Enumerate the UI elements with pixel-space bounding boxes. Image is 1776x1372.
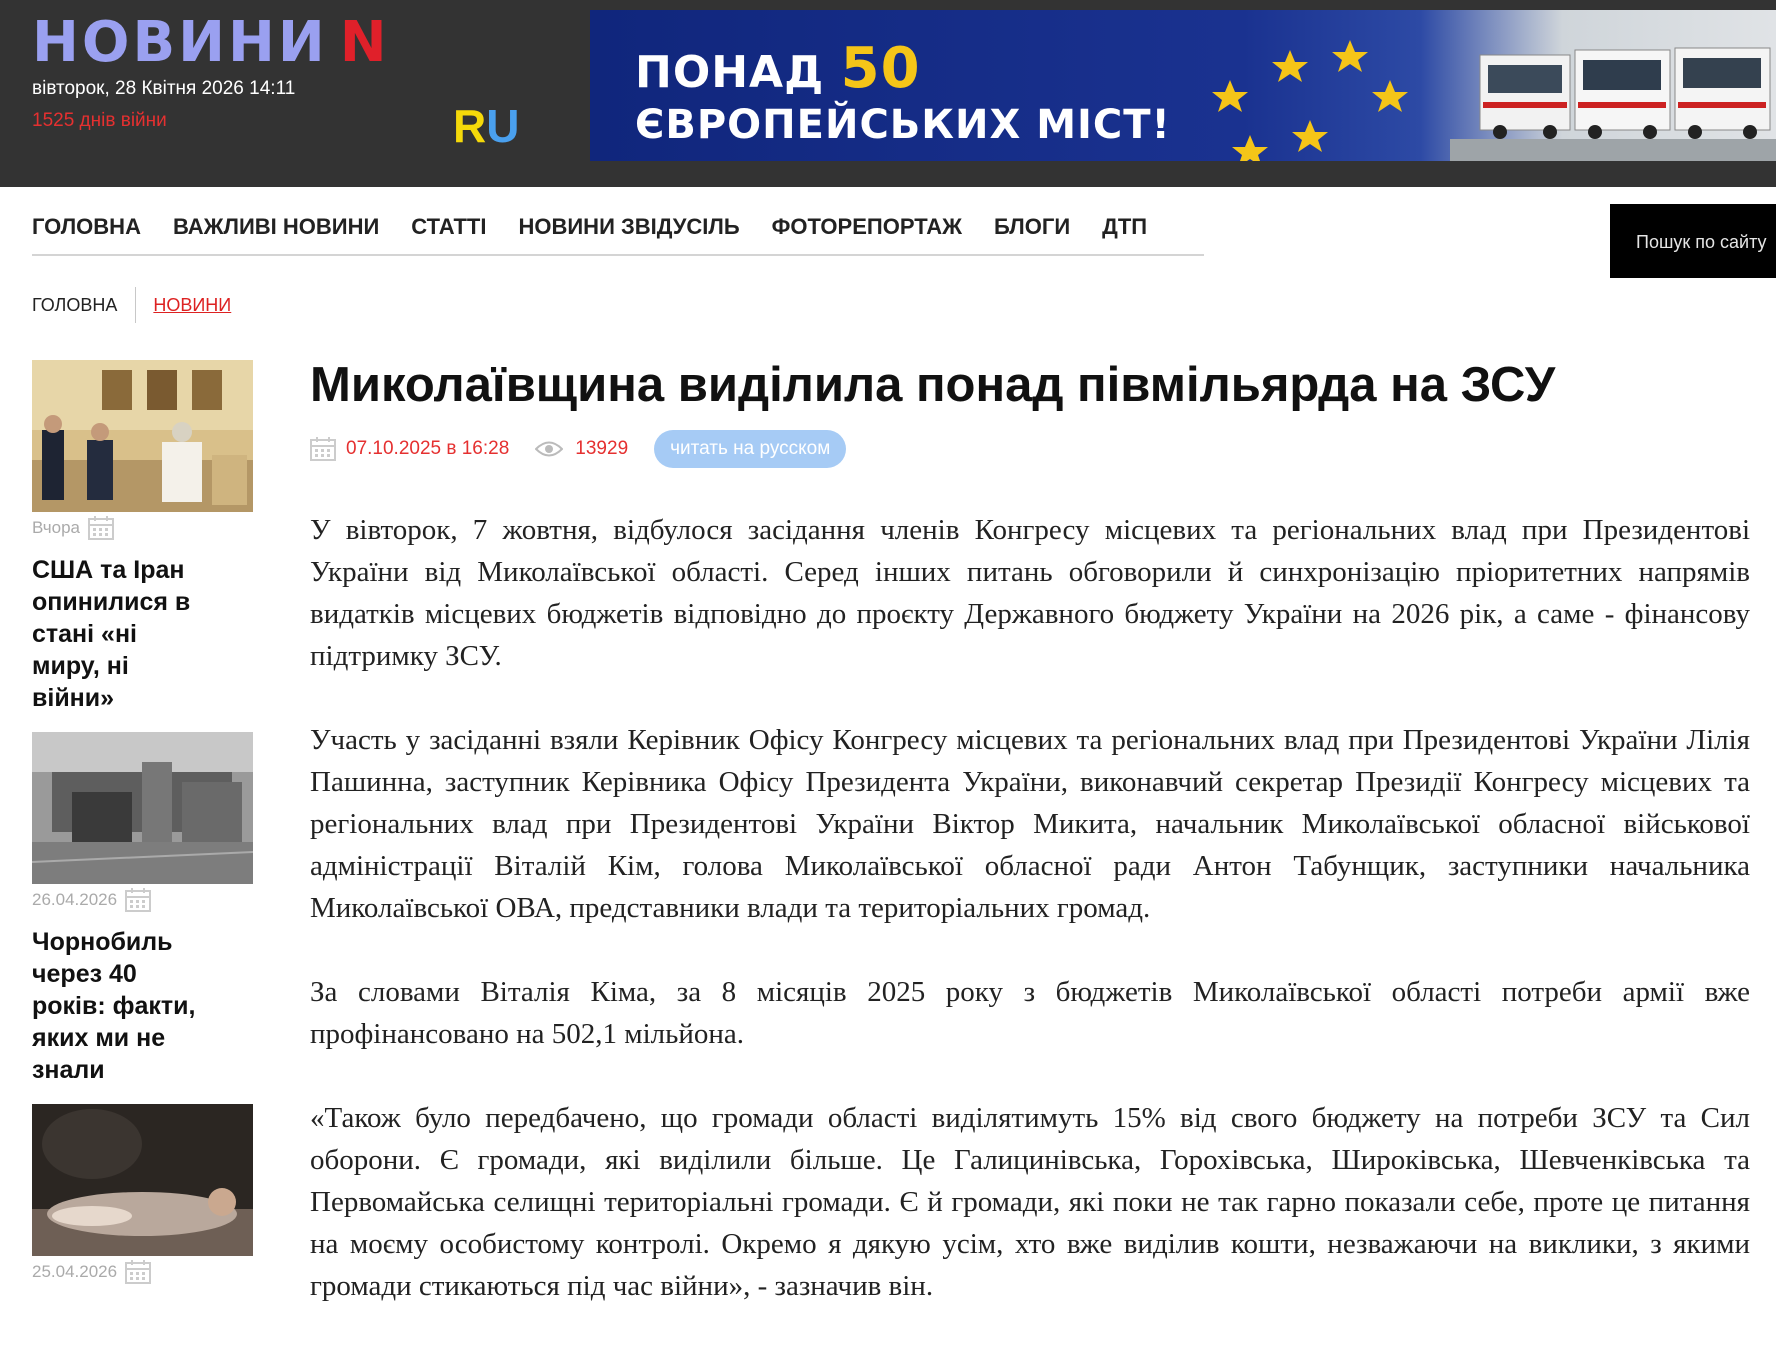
nav-item-home[interactable]: ГОЛОВНА: [32, 214, 141, 239]
language-switch-ru[interactable]: RU: [453, 100, 520, 152]
ad-banner[interactable]: [590, 10, 1776, 161]
eye-icon: [535, 440, 563, 458]
article-paragraph: У вівторок, 7 жовтня, відбулося засідання членів Конгресу місцевих та регіональних влад при Президентові України від Миколаївської області. Серед інших питань обговорили й синхронізацію пріоритетних напрямів видатків місцевих бюджетів відповідно до проєкту Державного бюджету України на 2026 рік, а саме - фінансову підтримку ЗСУ.: [310, 514, 1750, 672]
eu-stars-icon: [1212, 40, 1408, 161]
main-navigation: [32, 200, 1204, 256]
sidebar-news-item[interactable]: [32, 732, 254, 1086]
buses-image: [1450, 48, 1776, 161]
sidebar-news-item[interactable]: [32, 360, 254, 714]
article-title: Миколаївщина виділила понад півмільярда на ЗСУ: [310, 358, 1556, 412]
article-paragraph: За словами Віталія Кіма, за 8 місяців 2025 року з бюджетів Миколаївської області потреби армії вже профінансовано на 502,1 мільйона.: [310, 976, 1750, 1050]
news-thumbnail[interactable]: [32, 360, 253, 512]
news-title[interactable]: США та Іран опинилися в стані «ні миру, ні війни»: [32, 556, 191, 712]
news-date: 26.04.2026: [32, 890, 118, 909]
search-input[interactable]: Пошук по сайту: [1610, 204, 1776, 278]
sidebar-news-item[interactable]: [32, 1104, 254, 1284]
nav-item-important-news[interactable]: ВАЖЛИВІ НОВИНИ: [172, 214, 380, 239]
nav-item-photoreport[interactable]: ФОТОРЕПОРТАЖ: [771, 214, 963, 239]
article-paragraph: Участь у засіданні взяли Керівник Офісу Конгресу місцевих та регіональних влад при Президентові України Лілія Пашинна, заступник Керівника Офісу Президента України, виконавчий секретар Президії Конгресу місцевих та регіональних влад при Президентові України Віктор Микита, начальник Миколаївської обласної військової адміністрації Віталій Кім, голова Миколаївської обласної ради Антон Табунщик, заступники начальника Миколаївської ОВА, представники влади та територіальних громад.: [310, 724, 1750, 924]
article-meta: [310, 430, 846, 468]
banner-subheadline: ЄВРОПЕЙСЬКИХ МІСТ!: [635, 102, 1171, 148]
news-date: Вчора: [32, 518, 80, 537]
breadcrumb-current[interactable]: НОВИНИ: [153, 294, 232, 315]
logo-text: НОВИНИ: [32, 10, 328, 75]
calendar-icon: [88, 516, 114, 540]
nav-item-articles[interactable]: СТАТТІ: [411, 214, 487, 239]
news-thumbnail[interactable]: [32, 732, 253, 884]
news-thumbnail[interactable]: [32, 1104, 253, 1256]
site-header: [0, 0, 1776, 187]
calendar-icon: [310, 437, 336, 461]
read-in-russian-button[interactable]: читать на русском: [654, 430, 846, 468]
logo-letter: N: [339, 10, 390, 75]
breadcrumb-home[interactable]: ГОЛОВНА: [32, 287, 136, 323]
site-logo[interactable]: [32, 8, 390, 78]
sidebar-news: [32, 360, 254, 1302]
article-date: 07.10.2025 в 16:28: [346, 438, 510, 459]
news-title[interactable]: Чорнобиль через 40 років: факти, яких ми не знали: [32, 928, 196, 1084]
nav-item-news-everywhere[interactable]: НОВИНИ ЗВІДУСІЛЬ: [518, 214, 740, 239]
current-datetime: вівторок, 28 Квітня 2026 14:11: [32, 78, 296, 99]
nav-item-blogs[interactable]: БЛОГИ: [994, 214, 1071, 239]
calendar-icon: [125, 1260, 151, 1284]
article-views: 13929: [575, 438, 629, 459]
news-date: 25.04.2026: [32, 1262, 118, 1281]
war-days-counter: 1525 днів війни: [32, 110, 167, 131]
nav-item-dtp[interactable]: ДТП: [1102, 214, 1148, 239]
banner-headline: ПОНАД 50: [635, 36, 921, 101]
article-paragraph: «Також було передбачено, що громади області виділятимуть 15% від свого бюджету на потреби ЗСУ та Сил оборони. Є громади, які виділили більше. Це Галицинівська, Горохівська, Широківська, Шевченківська та Первомайська селищні територіальні громади. Є й громади, які поки не так гарно показали себе, проте це питання на моєму особистому контролі. Окремо я дякую усім, хто вже виділив кошти, незважаючи на виклики, з якими громади стикаються під час війни», - зазначив він.: [310, 1102, 1750, 1302]
article-body: [310, 509, 1750, 1349]
breadcrumb: [32, 287, 231, 323]
calendar-icon: [125, 888, 151, 912]
